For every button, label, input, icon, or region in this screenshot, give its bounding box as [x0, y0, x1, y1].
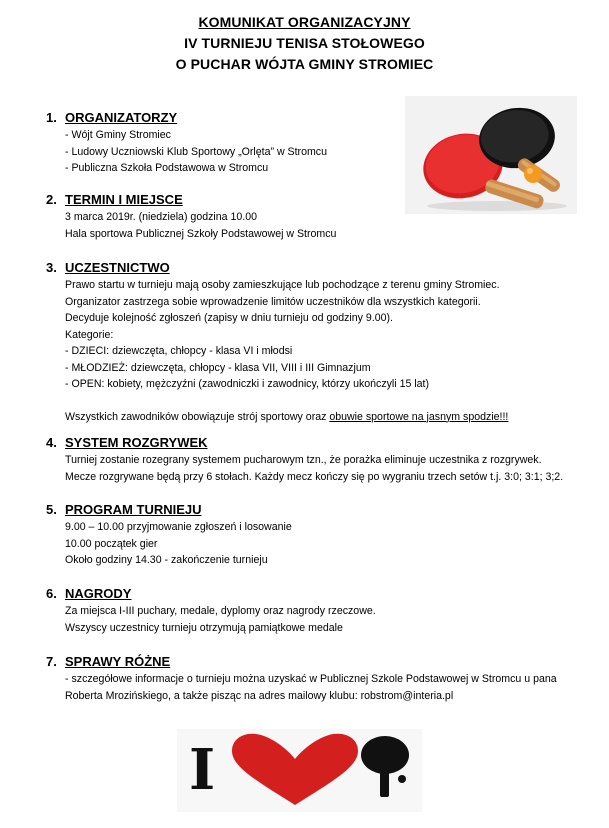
- section-line: 10.00 początek gier: [65, 537, 158, 550]
- section-number: 4.: [46, 435, 57, 450]
- section-line: - Publiczna Szkoła Podstawowa w Stromcu: [65, 162, 269, 174]
- dress-code-text: Wszystkich zawodników obowiązuje strój sportowy oraz: [65, 410, 330, 423]
- dress-code-note: [65, 409, 593, 426]
- section-line: Za miejsca I-III puchary, medale, dyplomy oraz nagrody rzeczowe.: [65, 605, 376, 617]
- section-line: Organizator zastrzega sobie wprowadzenie limitów uczestników dla wszystkich kategorii.: [65, 295, 481, 308]
- document-subtitle-1: IV TURNIEJU TENISA STOŁOWEGO: [184, 35, 425, 51]
- section-title: ORGANIZATORZY: [65, 110, 178, 125]
- section-line: Roberta Mrozińskiego, a także pisząc na adres mailowy klubu: robstrom@interia.pl: [65, 689, 454, 702]
- section-line: - Wójt Gminy Stromiec: [65, 129, 171, 141]
- section-line: Wszyscy uczestnicy turnieju otrzymują pamiątkowe medale: [65, 621, 343, 634]
- section-line: Mecze rozgrywane będą przy 6 stołach. Każdy mecz kończy się po wygraniu trzech setów t.j. 3:0; 3:1; 3;2.: [65, 470, 564, 483]
- section-line: 3 marca 2019r. (niedziela) godzina 10.00: [65, 211, 257, 223]
- section-line: Turniej zostanie rozegrany systemem pucharowym tzn., że porażka eliminuje uczestnika z rozgrywek.: [65, 454, 542, 466]
- i-love-ping-pong-graphic: [177, 729, 422, 812]
- section-line: - OPEN: kobiety, mężczyźni (zawodniczki i zawodnicy, którzy ukończyli 15 lat): [65, 378, 430, 390]
- section-title: TERMIN I MIEJSCE: [65, 192, 183, 207]
- section-line: Hala sportowa Publicznej Szkoły Podstawowej w Stromcu: [65, 227, 337, 240]
- section-number: 1.: [46, 110, 57, 125]
- document-title: KOMUNIKAT ORGANIZACYJNY: [198, 14, 411, 30]
- section-line: Kategorie:: [65, 328, 114, 341]
- section-line: Około godziny 14.30 - zakończenie turnieju: [65, 554, 268, 566]
- section-title: UCZESTNICTWO: [65, 260, 170, 275]
- dress-code-emphasis: obuwie sportowe na jasnym spodzie!!!: [329, 410, 509, 423]
- section-line: - Ludowy Uczniowski Klub Sportowy „Orlęta” w Stromcu: [65, 145, 327, 158]
- section-line: - MŁODZIEŻ: dziewczęta, chłopcy - klasa VII, VIII i III Gimnazjum: [65, 361, 371, 374]
- section-title: NAGRODY: [65, 586, 132, 601]
- letter-i: I: [189, 737, 216, 803]
- section-line: - szczegółowe informacje o turnieju można uzyskać w Publicznej Szkole Podstawowej w Stromcu u pana: [65, 673, 557, 685]
- section-number: 2.: [46, 192, 57, 207]
- section-line: Decyduje kolejność zgłoszeń (zapisy w dniu turnieju od godziny 9.00).: [65, 312, 393, 324]
- document-header: [0, 12, 609, 75]
- document-subtitle-2: O PUCHAR WÓJTA GMINY STROMIEC: [175, 56, 434, 72]
- section-title: PROGRAM TURNIEJU: [65, 502, 202, 517]
- section-number: 5.: [46, 502, 57, 517]
- section-title: SYSTEM ROZGRYWEK: [65, 435, 208, 450]
- section-title: SPRAWY RÓŻNE: [65, 654, 171, 669]
- section-line: Prawo startu w turnieju mają osoby zamieszkujące lub pochodzące z terenu gminy Stromiec.: [65, 279, 500, 291]
- section-number: 7.: [46, 654, 57, 669]
- section-number: 3.: [46, 260, 57, 275]
- section-line: - DZIECI: dziewczęta, chłopcy - klasa VI i młodsi: [65, 345, 293, 357]
- section-line: 9.00 – 10.00 przyjmowanie zgłoszeń i losowanie: [65, 521, 292, 533]
- section-number: 6.: [46, 586, 57, 601]
